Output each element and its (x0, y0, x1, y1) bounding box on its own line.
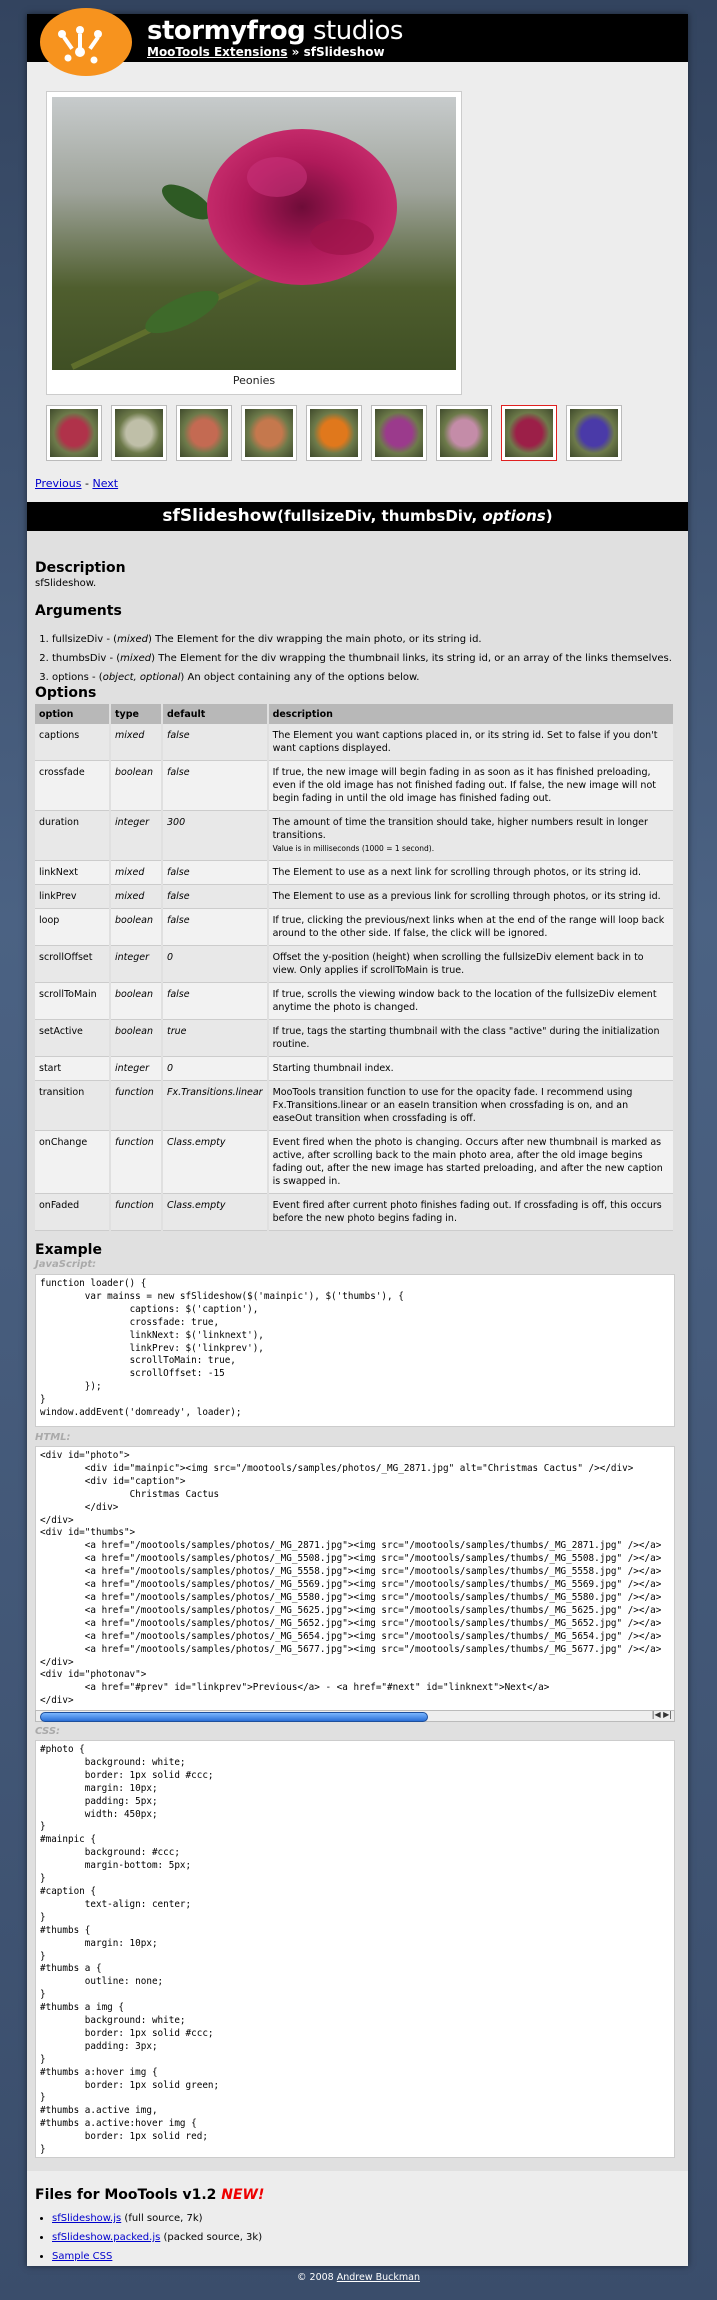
option-default: false (162, 909, 268, 946)
frog-logo-icon[interactable] (40, 8, 132, 76)
col-option: option (35, 704, 110, 724)
table-row (35, 1131, 674, 1194)
option-type: integer (110, 946, 162, 983)
thumbnail-image (180, 409, 228, 457)
option-name: duration (35, 811, 110, 861)
peony-photo (52, 97, 456, 370)
file-link[interactable]: sfSlideshow.packed.js (52, 2232, 161, 2243)
option-description: The Element to use as a next link for scrolling through photos, or its string id. (268, 861, 674, 885)
html-code: <div id="photo"> <div id="mainpic"><img src="/mootools/samples/photos/_MG_2871.jpg" alt="Christmas Cactus" /></div> <div id="caption"> Christmas Cactus </div> </div> <div id="thumbs"> <a href="/mootools/samples/photos/_MG_2871.jpg"><img src="/mootools/samples/thumbs/_MG_2871.jpg" /></a> <a href="/mootools/samples/photos/_MG_5508.jpg"><img src="/mootools/samples/thumbs/_MG_5508.jpg" /></a> <a href="/mootools/samples/photos/_MG_5558.jpg"><img src="/mootools/samples/thumbs/_MG_5558.jpg" /></a> <a href="/mootools/samples/photos/_MG_5569.jpg"><img src="/mootools/samples/thumbs/_MG_5569.jpg" /></a> <a href="/mootools/samples/photos/_MG_5580.jpg"><img src="/mootools/samples/thumbs/_MG_5580.jpg" /></a> <a href="/mootools/samples/photos/_MG_5625.jpg"><img src="/mootools/samples/thumbs/_MG_5625.jpg" /></a> <a href="/mootools/samples/photos/_MG_5652.jpg"><img src="/mootools/samples/thumbs/_MG_5652.jpg" /></a> <a href="/mootools/samples/photos/_MG_5654.jpg"><img src="/mootools/samples/thumbs/_MG_5654.jpg" /></a> <a href="/mootools/samples/photos/_MG_5677.jpg"><img src="/mootools/samples/thumbs/_MG_5677.jpg" /></a> </div> <div id="photonav"> <a href="#prev" id="linkprev">Previous</a> - <a href="#next" id="linknext">Next</a> </div> (35, 1446, 675, 1712)
thumbnail-5[interactable] (306, 405, 362, 461)
table-row (35, 1194, 674, 1231)
option-name: scrollToMain (35, 983, 110, 1020)
thumbnail-image (245, 409, 293, 457)
table-row (35, 861, 674, 885)
argument-item: 3. options - (object, optional) An object containing any of the options below. (52, 668, 672, 687)
table-row (35, 1020, 674, 1057)
table-row (35, 811, 674, 861)
thumbnail-2[interactable] (111, 405, 167, 461)
option-name: start (35, 1057, 110, 1081)
html-label: HTML: (35, 1432, 71, 1443)
thumbnail-8[interactable] (501, 405, 557, 461)
breadcrumb-mootools-extensions-link[interactable]: MooTools Extensions (147, 45, 288, 59)
example-heading: Example (35, 1242, 102, 1258)
new-badge: NEW! (221, 2187, 265, 2203)
option-type: boolean (110, 983, 162, 1020)
site-header (27, 14, 688, 62)
photo-nav: Previous - Next (35, 477, 119, 490)
files-list (35, 2209, 262, 2266)
photo-frame (46, 91, 462, 395)
option-name: crossfade (35, 761, 110, 811)
option-name: loop (35, 909, 110, 946)
option-name: onFaded (35, 1194, 110, 1231)
file-link[interactable]: sfSlideshow.js (52, 2213, 122, 2224)
doc-content (27, 531, 688, 2171)
description-text: sfSlideshow. (35, 578, 97, 589)
option-description: The Element you want captions placed in, or its string id. Set to false if you don't want captions displayed. (268, 724, 674, 761)
thumbnail-image (115, 409, 163, 457)
col-default: default (162, 704, 268, 724)
option-name: captions (35, 724, 110, 761)
option-default: true (162, 1020, 268, 1057)
thumbnail-6[interactable] (371, 405, 427, 461)
css-code: #photo { background: white; border: 1px solid #ccc; margin: 10px; padding: 5px; width: 450px; } #mainpic { background: #ccc; margin-bottom: 5px; } #caption { text-align: center; } #thumbs { margin: 10px; } #thumbs a { outline: none; } #thumbs a img { background: white; border: 1px solid #ccc; padding: 3px; } #thumbs a:hover img { border: 1px solid green; } #thumbs a.active img, #thumbs a.active:hover img { border: 1px solid red; } (35, 1740, 675, 2158)
option-description: If true, clicking the previous/next links when at the end of the range will loop back around to the other side. If false, the click will be ignored. (268, 909, 674, 946)
option-default: Class.empty (162, 1131, 268, 1194)
previous-link[interactable]: Previous (35, 477, 82, 490)
breadcrumb-current: sfSlideshow (303, 45, 385, 59)
option-default: false (162, 761, 268, 811)
option-type: mixed (110, 885, 162, 909)
option-default: 0 (162, 1057, 268, 1081)
option-type: integer (110, 1057, 162, 1081)
brand-name: stormyfrog studios (147, 16, 403, 46)
scrollbar-thumb[interactable] (40, 1712, 428, 1722)
option-default: false (162, 724, 268, 761)
javascript-code: function loader() { var mainss = new sfSlideshow($('mainpic'), $('thumbs'), { captions: $('caption'), crossfade: true, linkNext: $('linknext'), linkPrev: $('linkprev'), scrollToMain: true, scrollOffset: -15 }); } window.addEvent('domready', loader); (35, 1274, 675, 1427)
arguments-heading: Arguments (35, 603, 122, 619)
option-description: If true, tags the starting thumbnail with the class "active" during the initialization routine. (268, 1020, 674, 1057)
table-row (35, 909, 674, 946)
table-row (35, 946, 674, 983)
option-description: MooTools transition function to use for the opacity fade. I recommend using Fx.Transitions.linear or an easeIn transition when crossfading is on, and an easeOut transition when crossfading is off. (268, 1081, 674, 1131)
option-default: Fx.Transitions.linear (162, 1081, 268, 1131)
option-default: 0 (162, 946, 268, 983)
javascript-label: JavaScript: (35, 1259, 97, 1270)
option-default: Class.empty (162, 1194, 268, 1231)
option-type: mixed (110, 724, 162, 761)
thumbnail-image (570, 409, 618, 457)
option-name: linkNext (35, 861, 110, 885)
arguments-list (35, 630, 672, 687)
author-link[interactable]: Andrew Buckman (336, 2272, 420, 2283)
page (27, 14, 688, 2266)
breadcrumb: MooTools Extensions » sfSlideshow (147, 45, 385, 59)
option-description: Starting thumbnail index. (268, 1057, 674, 1081)
list-item: • sfSlideshow.packed.js (packed source, 3k) (52, 2228, 262, 2247)
option-default: false (162, 983, 268, 1020)
footer: © 2008 Andrew Buckman (297, 2272, 420, 2283)
option-default: false (162, 861, 268, 885)
thumbnail-4[interactable] (241, 405, 297, 461)
table-row (35, 983, 674, 1020)
table-row (35, 1057, 674, 1081)
option-type: boolean (110, 761, 162, 811)
html-code-scrollbar[interactable] (35, 1710, 675, 1722)
option-description: The amount of time the transition should take, higher numbers result in longer transitions. Value is in milliseconds (1000 = 1 second). (268, 811, 674, 861)
thumbnail-1[interactable] (46, 405, 102, 461)
option-name: setActive (35, 1020, 110, 1057)
thumbnail-3[interactable] (176, 405, 232, 461)
list-item (52, 2247, 262, 2266)
option-type: mixed (110, 861, 162, 885)
css-label: CSS: (35, 1726, 61, 1737)
option-type: function (110, 1081, 162, 1131)
main-photo (52, 97, 456, 370)
option-description: Event fired when the photo is changing. Occurs after new thumbnail is marked as active, after scrolling back to the main photo area, after the old image begins fading out, after the new image has started preloading, and after the new caption is swapped in. (268, 1131, 674, 1194)
option-default: false (162, 885, 268, 909)
thumbnail-7[interactable] (436, 405, 492, 461)
option-name: transition (35, 1081, 110, 1131)
list-item: • sfSlideshow.js (full source, 7k) (52, 2209, 262, 2228)
file-link[interactable]: Sample CSS (52, 2251, 113, 2262)
option-description: The Element to use as a previous link for scrolling through photos, or its string id. (268, 885, 674, 909)
option-type: integer (110, 811, 162, 861)
thumbnail-9[interactable] (566, 405, 622, 461)
thumbnail-image (310, 409, 358, 457)
scroll-arrows-icon[interactable]: |◀ ▶| (651, 1710, 672, 1719)
table-row (35, 724, 674, 761)
argument-item: 1. fullsizeDiv - (mixed) The Element for the div wrapping the main photo, or its string id. (52, 630, 672, 649)
options-heading: Options (35, 685, 97, 701)
option-name: scrollOffset (35, 946, 110, 983)
option-name: linkPrev (35, 885, 110, 909)
col-type: type (110, 704, 162, 724)
option-description: If true, scrolls the viewing window back to the location of the fullsizeDiv element anytime the photo is changed. (268, 983, 674, 1020)
thumbnail-image (375, 409, 423, 457)
table-row (35, 1081, 674, 1131)
option-type: boolean (110, 909, 162, 946)
option-description: Offset the y-position (height) when scrolling the fullsizeDiv element back in to view. Only applies if scrollToMain is true. (268, 946, 674, 983)
options-table (35, 704, 675, 1231)
table-row (35, 885, 674, 909)
col-description: description (268, 704, 674, 724)
option-type: function (110, 1131, 162, 1194)
option-type: boolean (110, 1020, 162, 1057)
table-row (35, 761, 674, 811)
argument-item: 2. thumbsDiv - (mixed) The Element for the div wrapping the thumbnail links, its string id, or an array of the links themselves. (52, 649, 672, 668)
function-title: sfSlideshow(fullsizeDiv, thumbsDiv, options) (27, 502, 688, 531)
option-name: onChange (35, 1131, 110, 1194)
photo-caption: Peonies (232, 374, 276, 387)
thumbnail-image (440, 409, 488, 457)
files-section (27, 2171, 688, 2266)
next-link[interactable]: Next (92, 477, 119, 490)
option-description: Event fired after current photo finishes fading out. If crossfading is off, this occurs before the new photo begins fading in. (268, 1194, 674, 1231)
option-description: If true, the new image will begin fading in as soon as it has finished preloading, even if the old image has not finished fading out. If false, the new image will not begin fading in until the old image has finished fading out. (268, 761, 674, 811)
description-heading: Description (35, 560, 126, 576)
thumbnail-image (50, 409, 98, 457)
option-default: 300 (162, 811, 268, 861)
files-heading: Files for MooTools v1.2 NEW! (35, 2187, 265, 2203)
option-note: Value is in milliseconds (1000 = 1 second). (272, 844, 435, 853)
thumbnail-image (505, 409, 553, 457)
option-type: function (110, 1194, 162, 1231)
